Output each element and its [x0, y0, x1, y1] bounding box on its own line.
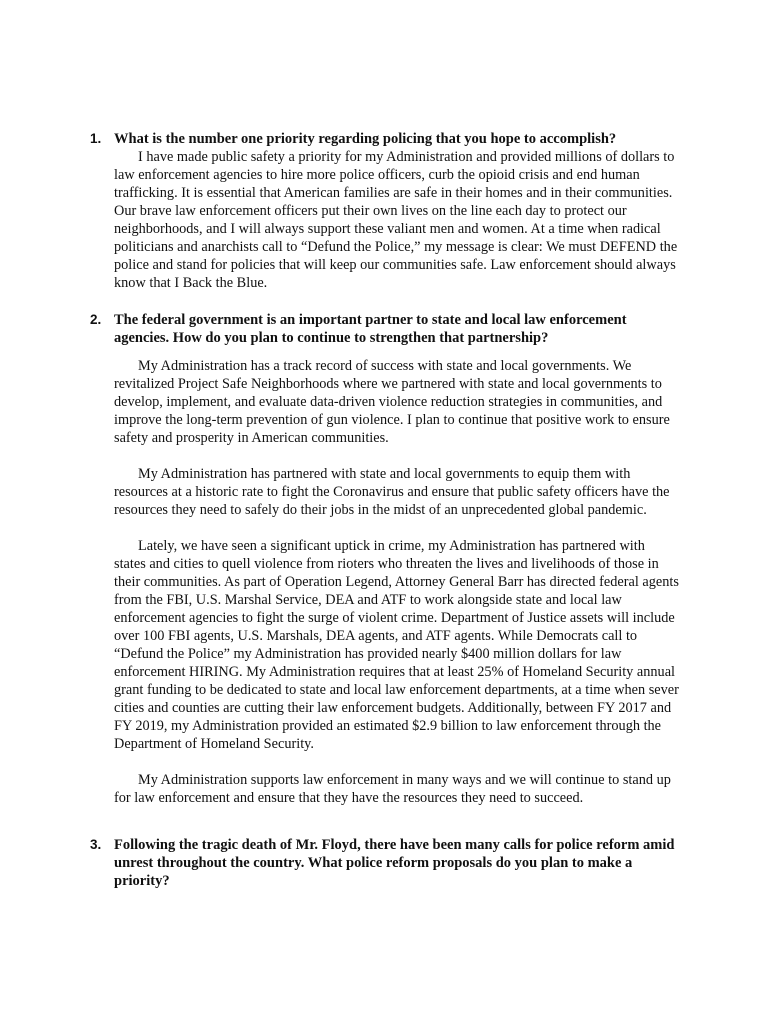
- question-heading: [90, 311, 680, 347]
- answer-paragraph: My Administration has a track record of success with state and local governments. We revitalized Project Safe Neighborhoods where we partnered with state and local governments to develop, implement, and evaluate data-driven violence reduction strategies in communities, and improve the long-term prevention of gun violence. I plan to continue that positive work to ensure safety and prosperity in American communities.: [114, 358, 670, 446]
- question-3: [90, 836, 680, 890]
- question-number: 2.: [90, 312, 102, 327]
- answer-paragraph: My Administration has partnered with state and local governments to equip them with resources at a historic rate to fight the Coronavirus and ensure that public safety officers have the resources they need to safely do their jobs in the midst of an unprecedented global pandemic.: [114, 466, 670, 518]
- question-text: What is the number one priority regarding policing that you hope to accomplish?: [114, 131, 617, 147]
- question-text: The federal government is an important partner to state and local law enforcement agencies. How do you plan to continue to strengthen that partnership?: [114, 312, 627, 346]
- question-number: 1.: [90, 131, 102, 146]
- question-1: [90, 130, 680, 292]
- answer-paragraph: I have made public safety a priority for my Administration and provided millions of dollars to law enforcement agencies to hire more police officers, curb the opioid crisis and end human trafficking. It is essential that American families are safe in their homes and in their communities. Our brave law enforcement officers put their own lives on the line each day to protect our neighborhoods, and I will always support these valiant men and women. At a time when radical politicians and anarchists call to “Defund the Police,” my message is clear: We must DEFEND the police and stand for policies that will keep our communities safe. Law enforcement should always know that I Back the Blue.: [114, 149, 678, 291]
- question-heading: [90, 836, 680, 890]
- question-heading: [90, 130, 680, 148]
- question-number: 3.: [90, 837, 102, 852]
- answer-paragraph: My Administration supports law enforcement in many ways and we will continue to stand up for law enforcement and ensure that they have the resources they need to succeed.: [114, 772, 671, 806]
- question-text: Following the tragic death of Mr. Floyd, there have been many calls for police reform amid unrest throughout the country. What police reform proposals do you plan to make a priority?: [114, 837, 675, 889]
- answer-2: [114, 357, 680, 807]
- answer-1: [114, 148, 680, 292]
- question-2: [90, 311, 680, 807]
- answer-paragraph: Lately, we have seen a significant uptick in crime, my Administration has partnered with states and cities to quell violence from rioters who threaten the lives and livelihoods of those in their communities. As part of Operation Legend, Attorney General Barr has directed federal agents from the FBI, U.S. Marshal Service, DEA and ATF to work alongside state and local law enforcement agencies to fight the surge of violent crime. Department of Justice assets will include over 100 FBI agents, U.S. Marshals, DEA agents, and ATF agents. While Democrats call to “Defund the Police” my Administration has provided nearly $400 million dollars for law enforcement HIRING. My Administration requires that at least 25% of Homeland Security annual grant funding to be dedicated to state and local law enforcement departments, at a time when sever cities and counties are cutting their law enforcement budgets. Additionally, between FY 2017 and FY 2019, my Administration provided an estimated $2.9 billion to law enforcement through the Department of Homeland Security.: [114, 538, 679, 752]
